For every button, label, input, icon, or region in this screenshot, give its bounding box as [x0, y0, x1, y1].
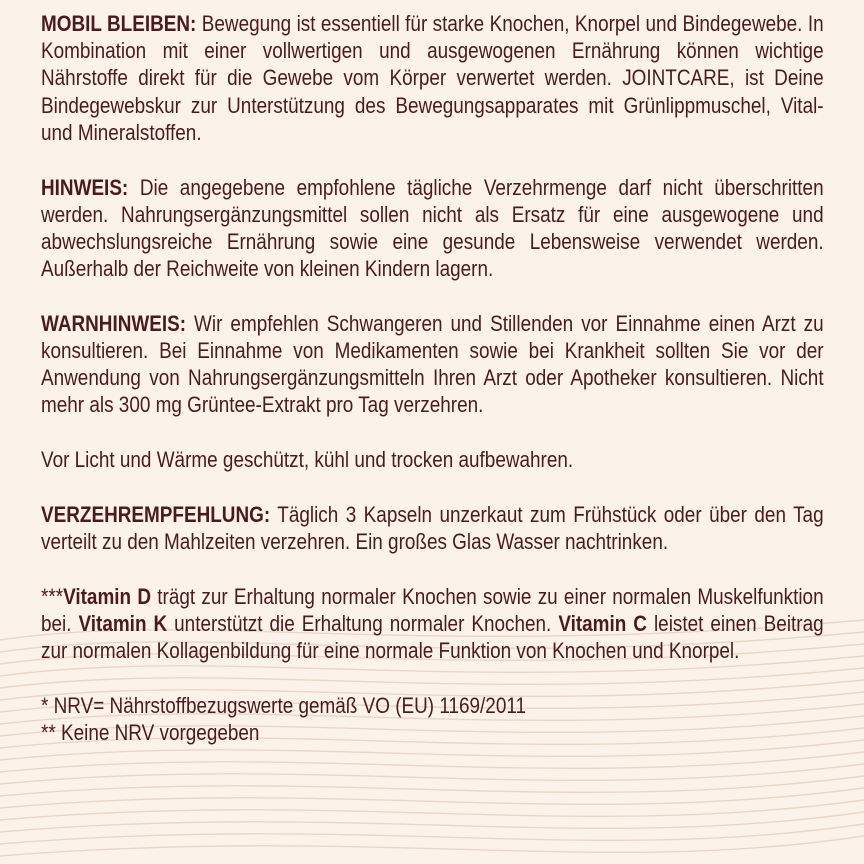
vitamins-prefix: *** [41, 583, 64, 609]
label-text-block [41, 10, 824, 746]
warnhinweis-text: Wir empfehlen Schwangeren und Stillenden vor Einnahme einen Arzt zu konsultieren. Bei Einnahme von Medikamenten sowie bei Krankheit sollten Sie vor der Anwendung von Nahrungsergänzungsmitteln Ihren Arzt oder Apotheker konsultieren. Nicht mehr als 300 mg Grüntee-Extrakt pro Tag verzehren. [41, 310, 824, 418]
verzehr-paragraph [41, 501, 824, 555]
footnote-no-nrv: ** Keine NRV vorgegeben [41, 720, 260, 746]
warnhinweis-label: WARNHINWEIS: [41, 310, 187, 336]
mobil-label: MOBIL BLEIBEN: [41, 11, 197, 36]
vitamin-k-text: unterstützt die Erhaltung normaler Knochen. [167, 610, 559, 636]
vitamin-d-text: trägt zur Erhaltung normaler Knochen sowie zu einer normalen Muskelfunktion bei. [41, 583, 824, 636]
storage-text: Vor Licht und Wärme geschützt, kühl und trocken aufbewahren. [41, 447, 574, 473]
vitamin-c-text: leistet einen Beitrag zur normalen Kollagenbildung für eine normale Funktion von Knochen und Knorpel. [41, 610, 824, 664]
warnhinweis-paragraph [41, 310, 824, 419]
vitamins-paragraph [41, 583, 824, 665]
storage-paragraph [41, 446, 824, 473]
hinweis-paragraph [41, 174, 824, 283]
verzehr-label: VERZEHREMPFEHLUNG: [41, 501, 271, 527]
mobil-paragraph [41, 10, 824, 146]
vitamin-c-label: Vitamin C [558, 610, 647, 636]
hinweis-label: HINWEIS: [41, 174, 129, 200]
footnote-nrv: * NRV= Nährstoffbezugswerte gemäß VO (EU) 1169/2011 [41, 692, 526, 718]
vitamin-d-label: Vitamin D [63, 583, 152, 609]
verzehr-text: Täglich 3 Kapseln unzerkaut zum Frühstück oder über den Tag verteilt zu den Mahlzeiten verzehren. Ein großes Glas Wasser nachtrinken. [41, 501, 824, 555]
vitamin-k-label: Vitamin K [78, 610, 168, 636]
hinweis-text: Die angegebene empfohlene tägliche Verzehrmenge darf nicht überschritten werden. Nahrungsergänzungsmittel sollen nicht als Ersatz für eine ausgewogene und abwechslungsreiche Ernährung sowie eine gesunde Lebensweise verwendet werden. Außerhalb der Reichweite von kleinen Kindern lagern. [41, 174, 824, 282]
mobil-text: Bewegung ist essentiell für starke Knochen, Knorpel und Bindegewebe. In Kombination mit einer vollwertigen und ausgewogenen Ernährung können wichtige Nährstoffe direkt für die Gewebe vom Körper verwertet werden. JOINTCARE, ist Deine Bindegewebskur zur Unterstützung des Bewegungsapparates mit Grünlippmuschel, Vital- und Mineralstoffen. [41, 11, 824, 145]
